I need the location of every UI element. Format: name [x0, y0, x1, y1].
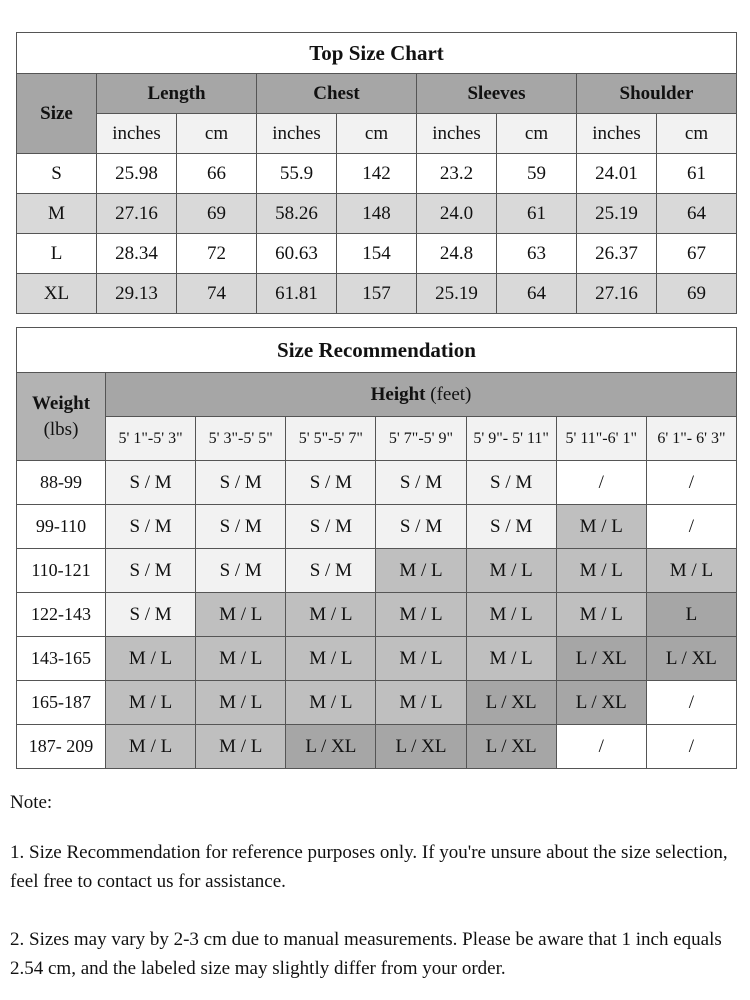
size-cell: M	[17, 194, 97, 234]
measurement-cell: 27.16	[97, 194, 177, 234]
recommendation-cell: S / M	[286, 505, 376, 549]
measurement-cell: 154	[337, 234, 417, 274]
height-header	[106, 373, 737, 417]
measurement-cell: 55.9	[257, 154, 337, 194]
size-recommendation-title: Size Recommendation	[17, 328, 737, 373]
recommendation-cell: /	[646, 725, 736, 769]
recommendation-cell: S / M	[376, 461, 466, 505]
recommendation-cell: S / M	[286, 461, 376, 505]
height-range-header: 5' 11"-6' 1"	[556, 417, 646, 461]
recommendation-cell: /	[556, 725, 646, 769]
top-size-chart-body	[17, 154, 737, 314]
recommendation-cell: M / L	[556, 549, 646, 593]
weight-cell: 187- 209	[17, 725, 106, 769]
recommendation-cell: M / L	[286, 593, 376, 637]
recommendation-cell: M / L	[286, 637, 376, 681]
weight-column-header	[17, 373, 106, 461]
measurement-cell: 63	[497, 234, 577, 274]
weight-cell: 165-187	[17, 681, 106, 725]
height-range-header: 6' 1"- 6' 3"	[646, 417, 736, 461]
measurement-cell: 25.98	[97, 154, 177, 194]
size-row	[17, 194, 737, 234]
measurement-cell: 74	[177, 274, 257, 314]
measurement-cell: 157	[337, 274, 417, 314]
measurement-cell: 25.19	[577, 194, 657, 234]
size-recommendation-body	[17, 461, 737, 769]
recommendation-cell: M / L	[106, 681, 196, 725]
recommendation-cell: M / L	[556, 505, 646, 549]
recommendation-cell: M / L	[286, 681, 376, 725]
measurement-cell: 60.63	[257, 234, 337, 274]
recommendation-cell: S / M	[106, 593, 196, 637]
recommendation-cell: M / L	[196, 725, 286, 769]
unit-header: inches	[257, 114, 337, 154]
measurement-cell: 23.2	[417, 154, 497, 194]
unit-header: cm	[177, 114, 257, 154]
recommendation-cell: /	[556, 461, 646, 505]
weight-cell: 143-165	[17, 637, 106, 681]
measurement-cell: 69	[177, 194, 257, 234]
shoulder-header: Shoulder	[577, 74, 737, 114]
recommendation-cell: S / M	[466, 461, 556, 505]
note-2: 2. Sizes may vary by 2-3 cm due to manual measurements. Please be aware that 1 inch equals 2.54 cm, and the labeled size may slightly differ from your order.	[10, 929, 722, 979]
recommendation-cell: M / L	[376, 637, 466, 681]
length-header: Length	[97, 74, 257, 114]
measurement-cell: 61.81	[257, 274, 337, 314]
chest-header: Chest	[257, 74, 417, 114]
size-cell: S	[17, 154, 97, 194]
recommendation-cell: L / XL	[646, 637, 736, 681]
recommendation-cell: S / M	[196, 505, 286, 549]
measurement-cell: 61	[657, 154, 737, 194]
recommendation-cell: M / L	[106, 725, 196, 769]
height-range-header: 5' 5"-5' 7"	[286, 417, 376, 461]
recommendation-cell: L / XL	[556, 637, 646, 681]
recommendation-cell: S / M	[196, 549, 286, 593]
unit-header: inches	[577, 114, 657, 154]
measurement-cell: 142	[337, 154, 417, 194]
recommendation-cell: L / XL	[556, 681, 646, 725]
top-size-chart	[16, 32, 737, 314]
measurement-cell: 64	[497, 274, 577, 314]
measurement-cell: 67	[657, 234, 737, 274]
measurement-cell: 58.26	[257, 194, 337, 234]
unit-header: cm	[337, 114, 417, 154]
measurement-cell: 26.37	[577, 234, 657, 274]
measurement-cell: 29.13	[97, 274, 177, 314]
size-row	[17, 234, 737, 274]
measurement-cell: 25.19	[417, 274, 497, 314]
measurement-cell: 24.01	[577, 154, 657, 194]
recommendation-cell: M / L	[376, 681, 466, 725]
measurement-cell: 24.8	[417, 234, 497, 274]
measurement-cell: 148	[337, 194, 417, 234]
top-size-chart-title: Top Size Chart	[17, 33, 737, 74]
recommendation-cell: M / L	[196, 637, 286, 681]
recommendation-cell: S / M	[286, 549, 376, 593]
weight-row	[17, 461, 737, 505]
measurement-cell: 69	[657, 274, 737, 314]
weight-row	[17, 681, 737, 725]
recommendation-cell: M / L	[466, 637, 556, 681]
recommendation-cell: M / L	[466, 593, 556, 637]
recommendation-cell: S / M	[376, 505, 466, 549]
recommendation-cell: /	[646, 505, 736, 549]
sleeves-header: Sleeves	[417, 74, 577, 114]
weight-cell: 122-143	[17, 593, 106, 637]
recommendation-cell: S / M	[106, 549, 196, 593]
notes-section	[10, 788, 740, 983]
recommendation-cell: M / L	[646, 549, 736, 593]
measurement-cell: 24.0	[417, 194, 497, 234]
weight-unit: (lbs)	[43, 418, 79, 440]
recommendation-cell: L / XL	[466, 725, 556, 769]
recommendation-cell: S / M	[106, 505, 196, 549]
weight-cell: 99-110	[17, 505, 106, 549]
recommendation-cell: M / L	[556, 593, 646, 637]
height-range-header: 5' 9"- 5' 11"	[466, 417, 556, 461]
recommendation-cell: M / L	[376, 549, 466, 593]
unit-header: cm	[497, 114, 577, 154]
recommendation-cell: L / XL	[286, 725, 376, 769]
weight-row	[17, 505, 737, 549]
recommendation-cell: S / M	[466, 505, 556, 549]
weight-row	[17, 725, 737, 769]
weight-row	[17, 593, 737, 637]
measurement-cell: 27.16	[577, 274, 657, 314]
recommendation-cell: L / XL	[376, 725, 466, 769]
recommendation-cell: S / M	[196, 461, 286, 505]
measurement-cell: 72	[177, 234, 257, 274]
size-row	[17, 154, 737, 194]
recommendation-cell: /	[646, 681, 736, 725]
recommendation-cell: L	[646, 593, 736, 637]
note-1: 1. Size Recommendation for reference purposes only. If you're unsure about the size selection, feel free to contact us for assistance.	[10, 842, 728, 892]
recommendation-cell: L / XL	[466, 681, 556, 725]
weight-row	[17, 549, 737, 593]
height-range-header: 5' 7"-5' 9"	[376, 417, 466, 461]
notes-heading: Note:	[10, 792, 53, 813]
weight-cell: 110-121	[17, 549, 106, 593]
unit-header: inches	[97, 114, 177, 154]
recommendation-cell: M / L	[466, 549, 556, 593]
recommendation-cell: /	[646, 461, 736, 505]
recommendation-cell: M / L	[196, 593, 286, 637]
recommendation-cell: M / L	[376, 593, 466, 637]
weight-row	[17, 637, 737, 681]
measurement-cell: 59	[497, 154, 577, 194]
size-cell: L	[17, 234, 97, 274]
weight-cell: 88-99	[17, 461, 106, 505]
height-range-header: 5' 3"-5' 5"	[196, 417, 286, 461]
size-column-header: Size	[17, 74, 97, 154]
size-cell: XL	[17, 274, 97, 314]
size-recommendation-chart	[16, 327, 737, 769]
measurement-cell: 66	[177, 154, 257, 194]
recommendation-cell: S / M	[106, 461, 196, 505]
measurement-cell: 61	[497, 194, 577, 234]
height-unit: (feet)	[430, 383, 472, 405]
measurement-cell: 28.34	[97, 234, 177, 274]
unit-header: cm	[657, 114, 737, 154]
height-range-header: 5' 1"-5' 3"	[106, 417, 196, 461]
height-label: Height	[370, 383, 426, 405]
size-row	[17, 274, 737, 314]
recommendation-cell: M / L	[196, 681, 286, 725]
unit-header: inches	[417, 114, 497, 154]
recommendation-cell: M / L	[106, 637, 196, 681]
weight-label: Weight	[31, 392, 91, 414]
measurement-cell: 64	[657, 194, 737, 234]
